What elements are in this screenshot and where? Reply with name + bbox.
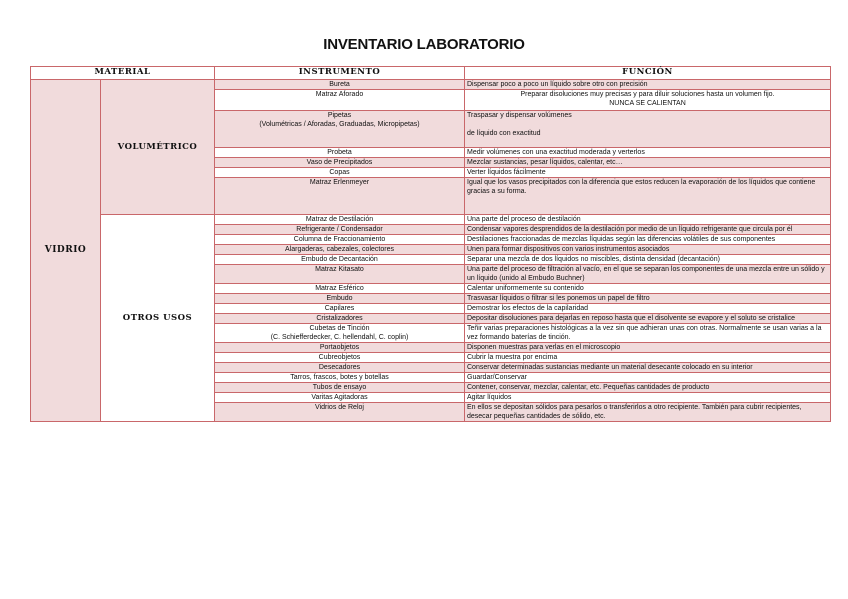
header-material: MATERIAL xyxy=(31,67,215,80)
instrument-cell: Refrigerante / Condensador xyxy=(215,225,465,235)
function-cell: Contener, conservar, mezclar, calentar, etc. Pequeñas cantidades de producto xyxy=(465,383,831,393)
instrument-cell: Matraz Esférico xyxy=(215,284,465,294)
function-cell: En ellos se depositan sólidos para pesarlos o transferirlos a otro recipiente. También para cubrir recipientes, desecar pequeñas cantidades de sólido, etc. xyxy=(465,403,831,422)
instrument-cell: Vaso de Precipitados xyxy=(215,158,465,168)
function-cell: Dispensar poco a poco un líquido sobre otro con precisión xyxy=(465,80,831,90)
instrument-cell: Vidrios de Reloj xyxy=(215,403,465,422)
function-cell: Disponen muestras para verlas en el microscopio xyxy=(465,343,831,353)
function-cell: Guardar/Conservar xyxy=(465,373,831,383)
function-cell: Medir volúmenes con una exactitud moderada y verterlos xyxy=(465,148,831,158)
function-text: Traspasar y dispensar volúmenes xyxy=(467,112,572,119)
instrument-cell xyxy=(215,111,465,148)
function-cell: Trasvasar líquidos o filtrar si les ponemos un papel de filtro xyxy=(465,294,831,304)
instrument-cell: Alargaderas, cabezales, colectores xyxy=(215,245,465,255)
instrument-cell: Matraz de Destilación xyxy=(215,215,465,225)
category-otros-usos: OTROS USOS xyxy=(101,215,215,422)
function-cell: Teñir varias preparaciones histológicas a la vez sin que adhieran unas con otras. Normalmente se usan varias a la vez formando baterías de tinción. xyxy=(465,324,831,343)
instrument-cell: Tubos de ensayo xyxy=(215,383,465,393)
function-cell: Mezclar sustancias, pesar líquidos, calentar, etc… xyxy=(465,158,831,168)
function-cell: Destilaciones fraccionadas de mezclas líquidas según las diferencias volátiles de sus componentes xyxy=(465,235,831,245)
instrument-cell: Cubreobjetos xyxy=(215,353,465,363)
function-cell: Unen para formar dispositivos con varios instrumentos asociados xyxy=(465,245,831,255)
instrument-cell: Embudo de Decantación xyxy=(215,255,465,265)
function-cell: Igual que los vasos precipitados con la diferencia que estos reducen la evaporación de los líquidos que contiene gracias a su forma. xyxy=(465,178,831,215)
function-cell: Una parte del proceso de filtración al vacío, en el que se separan los componentes de una mezcla entre un sólido y un líquido (unido al Embudo Buchner) xyxy=(465,265,831,284)
inventory-table xyxy=(30,66,831,422)
instrument-cell: Matraz Aforado xyxy=(215,90,465,111)
instrument-cell: Varitas Agitadoras xyxy=(215,393,465,403)
instrument-cell: Copas xyxy=(215,168,465,178)
function-cell: Condensar vapores desprendidos de la destilación por medio de un líquido refrigerante que circula por él xyxy=(465,225,831,235)
instrument-cell: Bureta xyxy=(215,80,465,90)
function-cell: Cubrir la muestra por encima xyxy=(465,353,831,363)
instrument-cell: Embudo xyxy=(215,294,465,304)
page-title: INVENTARIO LABORATORIO xyxy=(323,36,525,53)
header-funcion: FUNCIÓN xyxy=(465,67,831,80)
function-cell: Demostrar los efectos de la capilaridad xyxy=(465,304,831,314)
function-cell: Separar una mezcla de dos líquidos no miscibles, distinta densidad (decantación) xyxy=(465,255,831,265)
function-cell: Depositar disoluciones para dejarlas en reposo hasta que el disolvente se evapore y el soluto se cristalice xyxy=(465,314,831,324)
instrument-cell: Matraz Erlenmeyer xyxy=(215,178,465,215)
instrument-text: Cubetas de Tinción xyxy=(309,325,370,332)
header-instrumento: INSTRUMENTO xyxy=(215,67,465,80)
table-row xyxy=(31,80,831,90)
function-cell: Conservar determinadas sustancias mediante un material desecante colocado en su interior xyxy=(465,363,831,373)
instrument-cell: Columna de Fraccionamiento xyxy=(215,235,465,245)
instrument-cell: Probeta xyxy=(215,148,465,158)
function-cell: Verter líquidos fácilmente xyxy=(465,168,831,178)
table-header-row xyxy=(31,67,831,80)
function-cell: Calentar uniformemente su contenido xyxy=(465,284,831,294)
instrument-cell xyxy=(215,324,465,343)
function-note: NUNCA SE CALIENTAN xyxy=(609,100,686,107)
instrument-cell: Portaobjetos xyxy=(215,343,465,353)
instrument-cell: Capilares xyxy=(215,304,465,314)
material-cell: VIDRIO xyxy=(31,80,101,422)
instrument-cell: Tarros, frascos, botes y botellas xyxy=(215,373,465,383)
function-text: Preparar disoluciones muy precisas y para diluir soluciones hasta un volumen fijo. xyxy=(520,91,775,98)
function-cell: Una parte del proceso de destilación xyxy=(465,215,831,225)
instrument-cell: Cristalizadores xyxy=(215,314,465,324)
category-volumetrico: VOLUMÉTRICO xyxy=(101,80,215,215)
function-cell xyxy=(465,90,831,111)
function-cell: Agitar líquidos xyxy=(465,393,831,403)
instrument-cell: Desecadores xyxy=(215,363,465,373)
function-text-cont: de líquido con exactitud xyxy=(467,130,541,137)
instrument-detail: (Volumétricas / Aforadas, Graduadas, Micropipetas) xyxy=(259,121,420,128)
function-cell xyxy=(465,111,831,148)
instrument-cell: Matraz Kitasato xyxy=(215,265,465,284)
instrument-text: Pipetas xyxy=(327,112,352,119)
table-row xyxy=(31,215,831,225)
instrument-detail: (C. Schiefferdecker, C. hellendahl, C. coplin) xyxy=(270,334,409,341)
